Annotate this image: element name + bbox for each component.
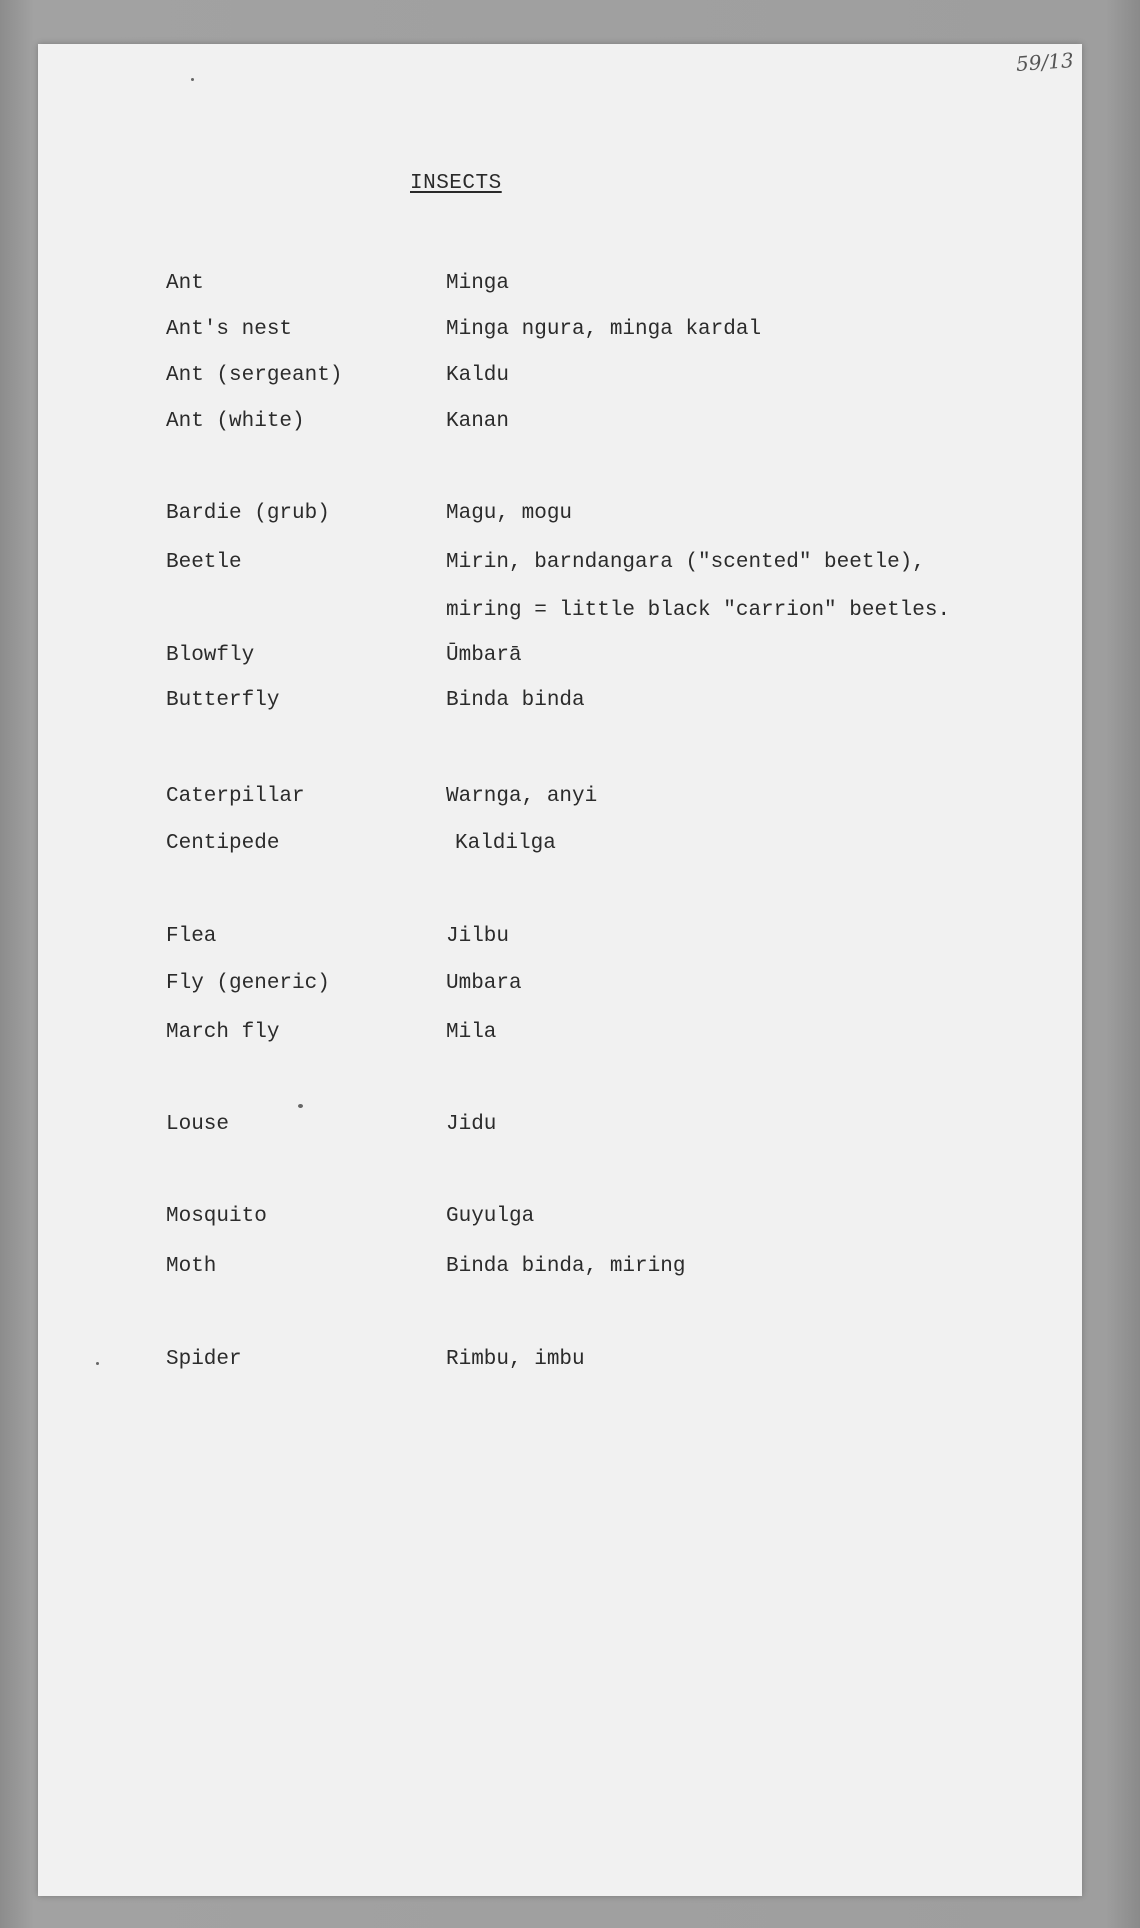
entry-term-caterpillar: Caterpillar bbox=[166, 785, 305, 808]
entry-term-bardie: Bardie (grub) bbox=[166, 502, 330, 525]
page-title: INSECTS bbox=[410, 172, 502, 195]
entry-term-ant-white: Ant (white) bbox=[166, 410, 305, 433]
entry-gloss-ant-sergeant: Kaldu bbox=[446, 364, 510, 387]
entry-term-ant: Ant bbox=[166, 272, 204, 295]
entry-gloss-caterpillar: Warnga, anyi bbox=[446, 785, 598, 808]
entry-gloss-fly-generic: Umbara bbox=[446, 972, 522, 995]
entry-term-flea: Flea bbox=[166, 925, 217, 948]
entry-term-louse: Louse bbox=[166, 1113, 230, 1136]
entry-term-beetle: Beetle bbox=[166, 551, 242, 574]
entry-term-moth: Moth bbox=[166, 1255, 217, 1278]
paper-speck bbox=[298, 1104, 303, 1108]
folio-number: 59/13 bbox=[1015, 48, 1075, 76]
entry-gloss-beetle-line-2: miring = little black "carrion" beetles. bbox=[446, 599, 951, 622]
entry-term-ant-sergeant: Ant (sergeant) bbox=[166, 364, 343, 387]
paper-speck bbox=[96, 1362, 99, 1365]
entry-gloss-march-fly: Mila bbox=[446, 1021, 497, 1044]
entry-gloss-mosquito: Guyulga bbox=[446, 1205, 535, 1228]
entry-gloss-flea: Jilbu bbox=[446, 925, 510, 948]
entry-term-fly-generic: Fly (generic) bbox=[166, 972, 330, 995]
paper-speck bbox=[191, 78, 194, 81]
entry-gloss-centipede: Kaldilga bbox=[455, 832, 556, 855]
entry-gloss-bardie: Magu, mogu bbox=[446, 502, 573, 525]
entry-gloss-moth: Binda binda, miring bbox=[446, 1255, 686, 1278]
entry-gloss-butterfly: Binda binda bbox=[446, 689, 585, 712]
entry-term-march-fly: March fly bbox=[166, 1021, 280, 1044]
entry-gloss-blowfly: Ūmbarā bbox=[446, 644, 522, 667]
entry-term-centipede: Centipede bbox=[166, 832, 280, 855]
entry-term-spider: Spider bbox=[166, 1348, 242, 1371]
entry-gloss-beetle-line-1: Mirin, barndangara ("scented" beetle), bbox=[446, 551, 925, 574]
entry-gloss-spider: Rimbu, imbu bbox=[446, 1348, 585, 1371]
entry-term-ants-nest: Ant's nest bbox=[166, 318, 293, 341]
entry-gloss-louse: Jidu bbox=[446, 1113, 497, 1136]
entry-gloss-ant-white: Kanan bbox=[446, 410, 510, 433]
entry-gloss-ant: Minga bbox=[446, 272, 510, 295]
entry-term-blowfly: Blowfly bbox=[166, 644, 255, 667]
entry-gloss-ants-nest: Minga ngura, minga kardal bbox=[446, 318, 762, 341]
entry-term-mosquito: Mosquito bbox=[166, 1205, 267, 1228]
entry-term-butterfly: Butterfly bbox=[166, 689, 280, 712]
